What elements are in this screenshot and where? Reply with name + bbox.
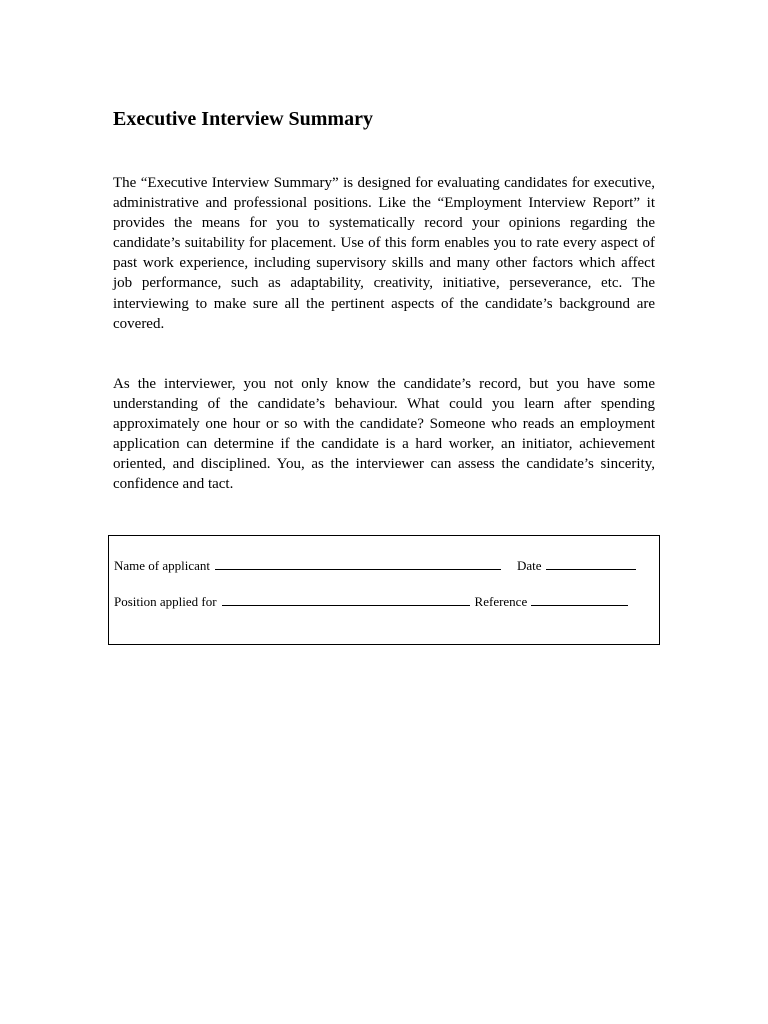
reference-label: Reference xyxy=(474,594,528,609)
reference-field[interactable] xyxy=(531,593,628,606)
interviewer-paragraph: As the interviewer, you not only know the candidate’s record, but you have some understanding of the candidate’s behaviour. What could you learn after spending approximately one hour or so with the candidate? Someone who reads an employment application can determine if the candidate is a hard worker, an initiator, achievement oriented, and disciplined. You, as the interviewer can assess the candidate’s sincerity, confidence and tact. xyxy=(113,376,655,493)
form-row-name-date xyxy=(114,557,636,574)
form-row-position-reference xyxy=(114,593,628,610)
name-of-applicant-field[interactable] xyxy=(215,557,501,570)
intro-paragraph: The “Executive Interview Summary” is designed for evaluating candidates for executive, administrative and professional positions. Like the “Employment Interview Report” it provides the means for you to systematically record your opinions regarding the candidate’s suitability for placement. Use of this form enables you to rate every aspect of past work experience, including supervisory skills and many other factors which affect job performance, such as adaptability, creativity, initiative, perseverance, etc. The interviewing to make sure all the pertinent aspects of the candidate’s background are covered. xyxy=(113,175,655,332)
date-label: Date xyxy=(517,558,542,573)
position-applied-for-label: Position applied for xyxy=(114,594,217,609)
document-title: Executive Interview Summary xyxy=(113,108,373,130)
position-applied-for-field[interactable] xyxy=(222,593,470,606)
date-field[interactable] xyxy=(546,557,636,570)
applicant-info-form xyxy=(108,535,660,645)
name-of-applicant-label: Name of applicant xyxy=(114,558,211,573)
